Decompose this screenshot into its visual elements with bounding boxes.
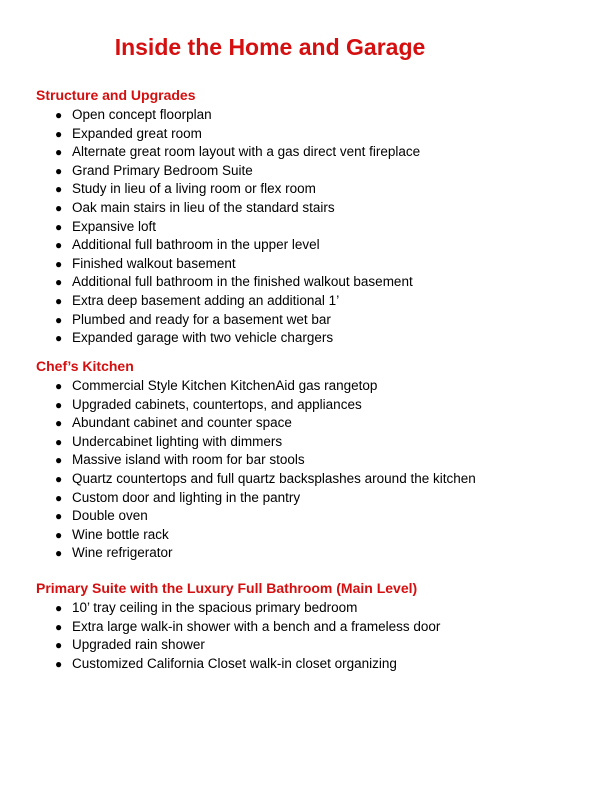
- list-item-text: Wine bottle rack: [72, 526, 169, 542]
- list-item: [36, 489, 596, 508]
- bullet-icon: ●: [55, 490, 63, 505]
- list-item: [36, 292, 596, 311]
- list-item-text: Additional full bathroom in the finished walkout basement: [72, 274, 413, 290]
- list-item: [36, 526, 596, 545]
- list-item: [36, 180, 596, 199]
- section-chefs-kitchen: [36, 358, 596, 563]
- list-item: [36, 143, 596, 162]
- page-title: Inside the Home and Garage: [114, 34, 426, 60]
- list-item: [36, 544, 596, 563]
- list-item-text: Custom door and lighting in the pantry: [72, 489, 301, 505]
- list-item-text: Wine refrigerator: [72, 545, 173, 561]
- list-item-text: Expansive loft: [72, 218, 157, 234]
- bullet-icon: ●: [55, 656, 63, 671]
- section-primary-suite: [36, 580, 596, 673]
- list-item: [36, 273, 596, 292]
- bullet-icon: ●: [55, 293, 63, 308]
- list-item: [36, 414, 596, 433]
- list-item-text: Double oven: [72, 508, 148, 524]
- list-item-text: Abundant cabinet and counter space: [72, 415, 292, 431]
- bullet-icon: ●: [55, 379, 63, 393]
- bullet-icon: ●: [55, 312, 63, 327]
- bullet-icon: ●: [55, 238, 63, 253]
- list-item: [36, 507, 596, 526]
- list-item-text: Oak main stairs in lieu of the standard stairs: [72, 199, 335, 215]
- section-heading: Structure and Upgrades: [36, 87, 196, 103]
- bullet-icon: ●: [55, 638, 63, 653]
- list-item: [36, 618, 596, 637]
- list-item-text: Study in lieu of a living room or flex room: [72, 181, 316, 197]
- bullet-icon: ●: [55, 471, 63, 486]
- section-heading: Primary Suite with the Luxury Full Bathroom (Main Level): [36, 580, 418, 596]
- bullet-icon: ●: [55, 108, 63, 122]
- list-item: [36, 199, 596, 218]
- list-item-text: 10’ tray ceiling in the spacious primary bedroom: [72, 600, 358, 615]
- bullet-icon: ●: [55, 527, 63, 542]
- list-item-text: Additional full bathroom in the upper level: [72, 237, 320, 253]
- list-item-text: Quartz countertops and full quartz backsplashes around the kitchen: [72, 470, 476, 486]
- list-item-text: Upgraded cabinets, countertops, and appliances: [72, 396, 362, 412]
- list-item-text: Extra large walk-in shower with a bench and a frameless door: [72, 618, 441, 634]
- list-item: [36, 636, 596, 655]
- list-item: [36, 162, 596, 181]
- bullet-icon: ●: [55, 200, 63, 215]
- section-structure-upgrades: [36, 87, 596, 348]
- bullet-list: [36, 106, 596, 348]
- bullet-icon: ●: [55, 182, 63, 197]
- list-item: [36, 106, 596, 125]
- list-item: [36, 218, 596, 237]
- bullet-icon: ●: [55, 453, 63, 468]
- bullet-icon: ●: [55, 163, 63, 178]
- list-item-text: Massive island with room for bar stools: [72, 452, 305, 468]
- bullet-icon: ●: [55, 219, 63, 234]
- bullet-icon: ●: [55, 546, 63, 561]
- list-item-text: Grand Primary Bedroom Suite: [72, 162, 253, 178]
- bullet-icon: ●: [55, 416, 63, 431]
- bullet-icon: ●: [55, 434, 63, 449]
- bullet-icon: ●: [55, 275, 63, 290]
- list-item: [36, 311, 596, 330]
- list-item-text: Extra deep basement adding an additional 1’: [72, 292, 340, 308]
- list-item: [36, 451, 596, 470]
- list-item-text: Upgraded rain shower: [72, 637, 205, 653]
- bullet-icon: ●: [55, 145, 63, 160]
- bullet-icon: ●: [55, 619, 63, 634]
- bullet-list: [36, 599, 596, 673]
- list-item-text: Open concept floorplan: [72, 107, 212, 122]
- bullet-icon: ●: [55, 126, 63, 141]
- bullet-icon: ●: [55, 397, 63, 412]
- list-item-text: Commercial Style Kitchen KitchenAid gas rangetop: [72, 378, 378, 393]
- list-item: [36, 433, 596, 452]
- bullet-list: [36, 377, 596, 563]
- list-item: [36, 655, 596, 674]
- list-item: [36, 396, 596, 415]
- list-item-text: Plumbed and ready for a basement wet bar: [72, 311, 331, 327]
- bullet-icon: ●: [55, 509, 63, 524]
- list-item: [36, 125, 596, 144]
- list-item: [36, 329, 596, 348]
- list-item: [36, 377, 596, 396]
- list-item: [36, 470, 596, 489]
- list-item-text: Expanded great room: [72, 125, 202, 141]
- list-item: [36, 236, 596, 255]
- bullet-icon: ●: [55, 256, 63, 271]
- list-item-text: Alternate great room layout with a gas direct vent fireplace: [72, 144, 421, 160]
- list-item: [36, 599, 596, 618]
- list-item-text: Finished walkout basement: [72, 255, 236, 271]
- bullet-icon: ●: [55, 331, 63, 346]
- list-item-text: Expanded garage with two vehicle chargers: [72, 330, 334, 346]
- list-item-text: Undercabinet lighting with dimmers: [72, 433, 283, 449]
- section-heading: Chef’s Kitchen: [36, 358, 134, 374]
- list-item-text: Customized California Closet walk-in closet organizing: [72, 655, 397, 671]
- bullet-icon: ●: [55, 601, 63, 615]
- list-item: [36, 255, 596, 274]
